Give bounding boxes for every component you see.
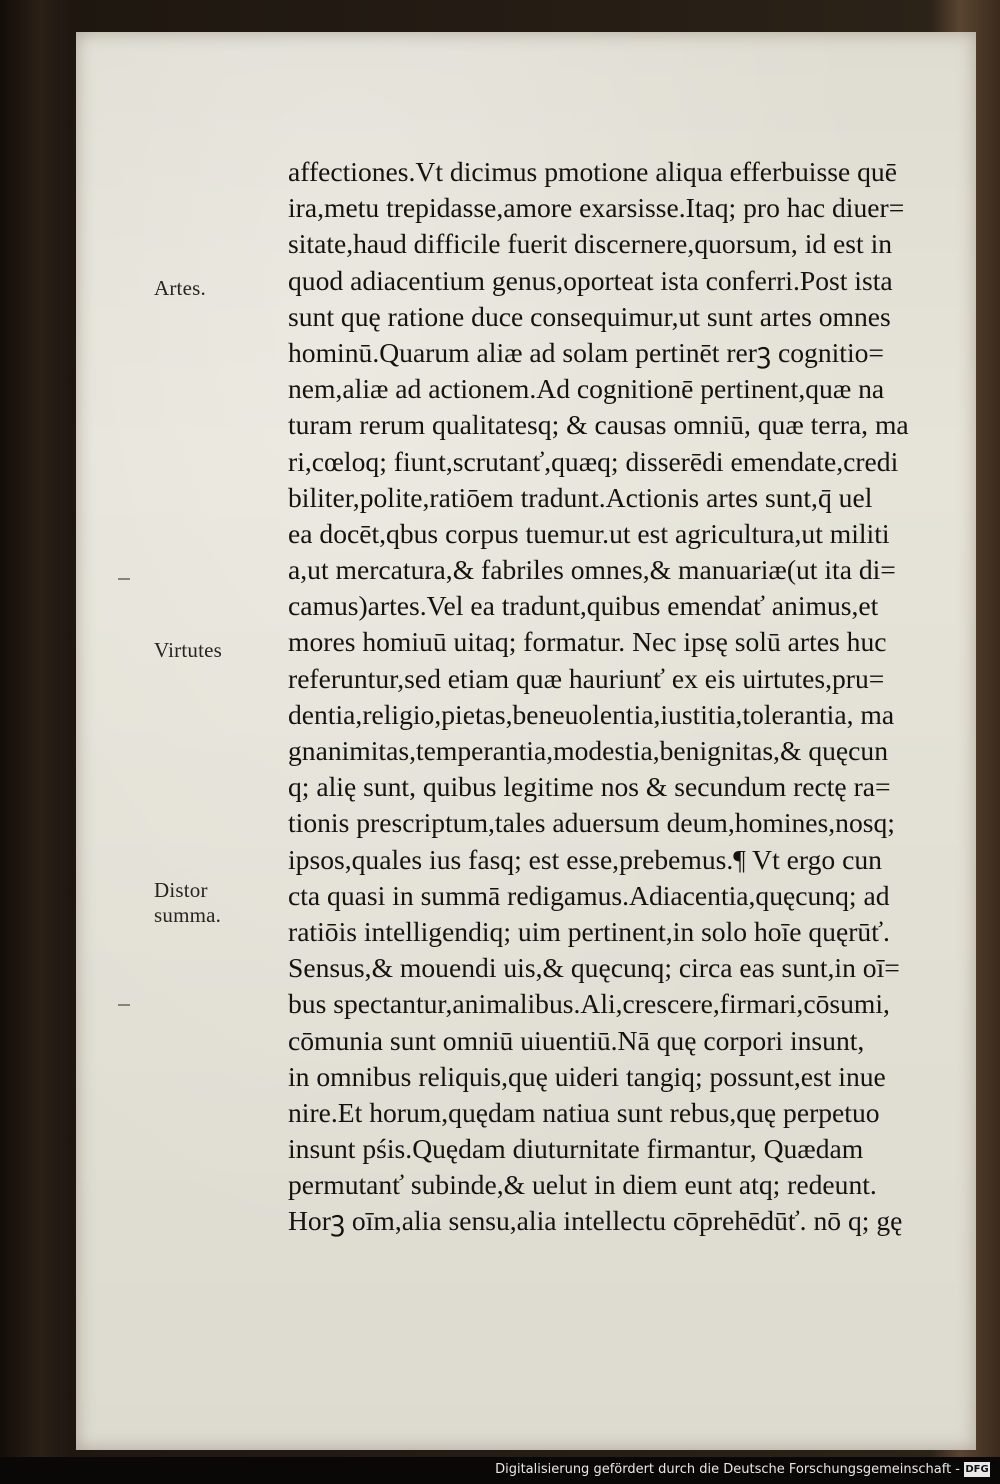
margin-mark: [118, 578, 130, 580]
text-line: ira,metu trepidasse,amore exarsisse.Itaq; pro hac diuer=: [288, 192, 905, 224]
text-line: affectiones.Vt dicimus pmotione aliqua efferbuisse quē: [288, 156, 897, 187]
text-line: sitate,haud difficile fuerit discernere,quorsum, id est in: [288, 228, 893, 260]
text-line: camus)artes.Vel ea tradunt,quibus emendať animus,et: [288, 590, 879, 622]
text-line: quod adiacentium genus,oporteat ista conferri.Post ista: [288, 264, 893, 296]
margin-mark: [118, 1004, 130, 1006]
footer-credit: Digitalisierung gefördert durch die Deutsche Forschungsgemeinschaft -: [495, 1462, 960, 1477]
text-line: cta quasi in summā redigamus.Adiacentia,quęcunq; ad: [288, 879, 890, 911]
margin-note-distic-line1: Distor: [154, 878, 208, 902]
text-line: bus spectantur,animalibus.Ali,crescere,firmari,cōsumi,: [288, 988, 890, 1020]
text-line: nire.Et horum,quędam natiua sunt rebus,quę perpetuo: [288, 1096, 880, 1128]
text-line: nem,aliæ ad actionem.Ad cognitionē pertinent,quæ na: [288, 373, 885, 405]
text-line: turam rerum qualitatesq; & causas omniū, quæ terra, ma: [288, 409, 909, 441]
footer-bar: [0, 1457, 1000, 1484]
text-line: in omnibus reliquis,quę uideri tangiq; possunt,est inue: [288, 1060, 886, 1092]
margin-note-artes: Artes.: [154, 276, 206, 300]
text-line: ea docēt,qbus corpus tuemur.ut est agricultura,ut militi: [288, 517, 890, 549]
text-line: ratiōis intelligendiq; uim pertinent,in solo hoīe quęrūť.: [288, 915, 890, 947]
margin-note-virtutes: Virtutes: [154, 638, 222, 662]
text-line: ri,cœloq; fiunt,scrutanť,quæq; disserēdi emendate,credi: [288, 445, 899, 477]
text-line: permutanť subinde,& uelut in diem eunt atq; redeunt.: [288, 1169, 877, 1201]
text-line: cōmunia sunt omniū uiuentiū.Nā quę corpori insunt,: [288, 1024, 865, 1056]
margin-note-distic-line2: summa.: [154, 903, 222, 927]
text-line: dentia,religio,pietas,beneuolentia,iustitia,tolerantia, ma: [288, 698, 895, 730]
text-line: a,ut mercatura,& fabriles omnes,& manuariæ(ut ita di=: [288, 554, 896, 586]
text-line: insunt pśis.Quędam diuturnitate firmantur, Quædam: [288, 1133, 864, 1165]
text-line: Horꝫ oīm,alia sensu,alia intellectu cōprehēdūť. nō q; gę: [288, 1205, 903, 1237]
text-line: sunt quę ratione duce consequimur,ut sunt artes omnes: [288, 300, 891, 332]
text-line: Sensus,& mouendi uis,& quęcunq; circa eas sunt,in oī=: [288, 952, 900, 984]
text-line: referuntur,sed etiam quæ hauriunť ex eis uirtutes,pru=: [288, 662, 885, 694]
text-line: biliter,polite,ratiōem tradunt.Actionis artes sunt,q̄ uel: [288, 481, 873, 513]
body-text: [288, 154, 968, 1240]
dfg-logo: DFG: [965, 1464, 989, 1475]
text-line: mores homiuū uitaq; formatur. Nec ipsę solū artes huc: [288, 626, 887, 658]
text-line: q; alię sunt, quibus legitime nos & secundum rectę ra=: [288, 771, 891, 803]
text-line: gnanimitas,temperantia,modestia,benignitas,& quęcun: [288, 735, 889, 766]
text-line: ipsos,quales ius fasq; est esse,prebemus.¶ Vt ergo cun: [288, 843, 882, 875]
margin-note-distic: [154, 878, 221, 928]
text-line: hominū.Quarum aliæ ad solam pertinēt rerꝫ cognitio=: [288, 336, 884, 368]
text-line: tionis prescriptum,tales aduersum deum,homines,nosq;: [288, 807, 895, 839]
